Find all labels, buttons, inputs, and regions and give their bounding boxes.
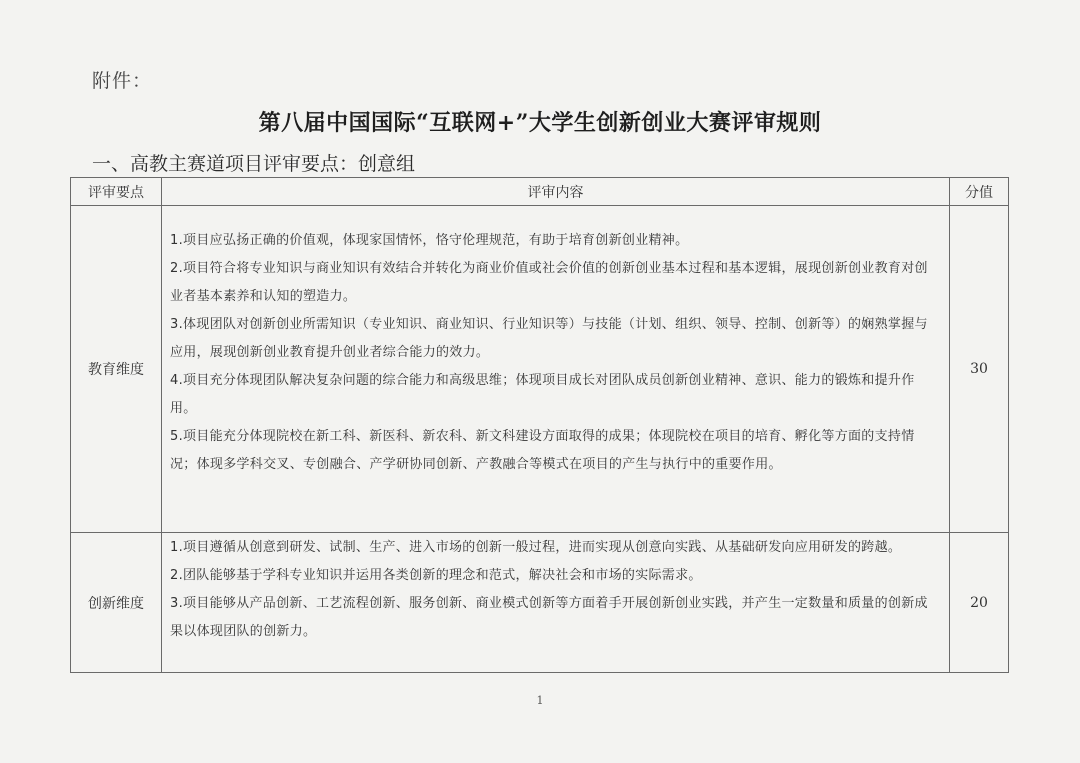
criterion-item: 1.项目遵循从创意到研发、试制、生产、进入市场的创新一般过程，进而实现从创意向实践、从基础研发向应用研发的跨越。 [170, 540, 902, 555]
attachment-label: 附件： [92, 70, 153, 92]
review-rules-table [70, 177, 1009, 673]
criterion-item: 3.体现团队对创新创业所需知识（专业知识、商业知识、行业知识等）与技能（计划、组织、领导、控制、创新等）的娴熟掌握与应用，展现创新创业教育提升创业者综合能力的效力。 [170, 317, 928, 360]
header-review-point: 评审要点 [71, 178, 162, 206]
header-review-content: 评审内容 [162, 178, 950, 206]
criterion-item: 4.项目充分体现团队解决复杂问题的综合能力和高级思维；体现项目成长对团队成员创新创业精神、意识、能力的锻炼和提升作用。 [170, 373, 915, 416]
table-header-row [71, 178, 1009, 206]
section-heading: 一、高教主赛道项目评审要点：创意组 [92, 153, 416, 175]
score-cell: 30 [950, 206, 1009, 533]
criterion-item: 3.项目能够从产品创新、工艺流程创新、服务创新、商业模式创新等方面着手开展创新创业实践，并产生一定数量和质量的创新成果以体现团队的创新力。 [170, 596, 928, 639]
header-score: 分值 [950, 178, 1009, 206]
dimension-cell: 教育维度 [71, 206, 162, 533]
criterion-item: 2.团队能够基于学科专业知识并运用各类创新的理念和范式，解决社会和市场的实际需求。 [170, 568, 702, 583]
content-cell [162, 206, 950, 533]
table-row-education [71, 206, 1009, 533]
dimension-cell: 创新维度 [71, 533, 162, 673]
content-cell [162, 533, 950, 673]
criterion-item: 1.项目应弘扬正确的价值观，体现家国情怀，恪守伦理规范，有助于培育创新创业精神。 [170, 233, 689, 248]
criterion-item: 2.项目符合将专业知识与商业知识有效结合并转化为商业价值或社会价值的创新创业基本过程和基本逻辑，展现创新创业教育对创业者基本素养和认知的塑造力。 [170, 261, 928, 304]
document-title: 第八届中国国际“互联网+”大学生创新创业大赛评审规则 [258, 110, 822, 136]
page-number: 1 [536, 694, 544, 707]
table-row-innovation [71, 533, 1009, 673]
criterion-item: 5.项目能充分体现院校在新工科、新医科、新农科、新文科建设方面取得的成果；体现院校在项目的培育、孵化等方面的支持情况；体现多学科交叉、专创融合、产学研协同创新、产教融合等模式在项目的产生与执行中的重要作用。 [170, 429, 915, 472]
score-cell: 20 [950, 533, 1009, 673]
